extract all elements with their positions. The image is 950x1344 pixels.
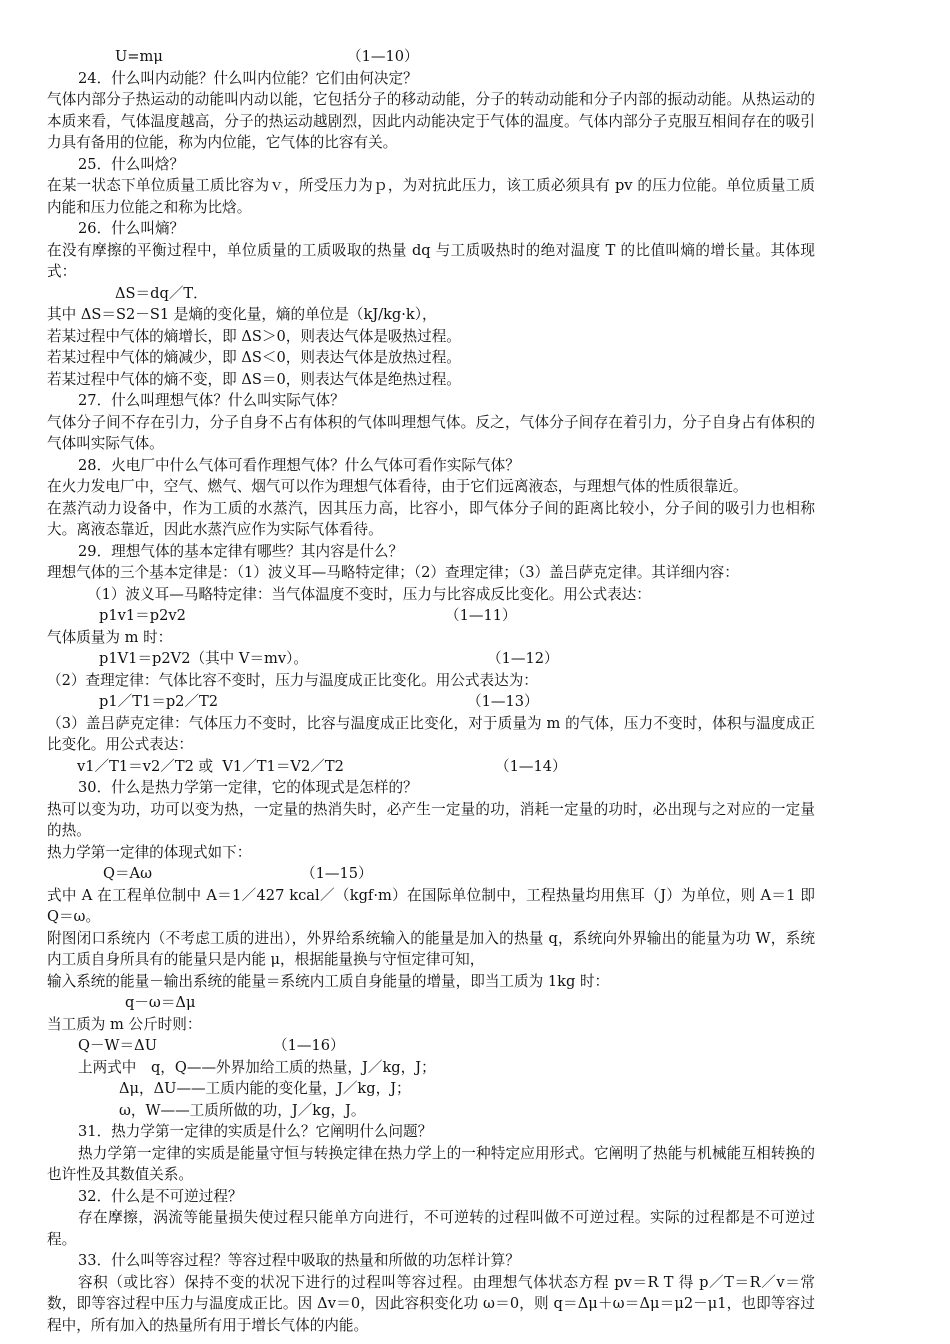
formula: q－ω＝Δμ [125, 994, 196, 1011]
body-paragraph: 输入系统的能量－输出系统的能量＝系统内工质自身能量的增量，即当工质为 1kg 时： [47, 972, 610, 990]
formula-line [47, 691, 815, 713]
body-paragraph: 若某过程中气体的熵不变，即 ΔS＝0，则表达气体是绝热过程。 [47, 370, 461, 388]
formula-line [47, 863, 815, 885]
question-heading: 26．什么叫熵？ [78, 220, 185, 237]
body-paragraph: 理想气体的三个基本定律是：（1）波义耳—马略特定律；（2）查理定律；（3）盖吕萨克定律。其详细内容： [47, 564, 739, 581]
formula-line [47, 756, 815, 778]
formula: Q－W＝ΔU [78, 1037, 157, 1054]
body-paragraph: 气体分子间不存在引力，分子自身不占有体积的气体叫理想气体。反之，气体分子间存在着引力，分子自身占有体积的气体叫实际气体。 [47, 413, 815, 452]
body-paragraph: （3）盖吕萨克定律：气体压力不变时，比容与温度成正比变化，对于质量为 m 的气体，压力不变时，体积与温度成正比变化。用公式表达： [47, 714, 815, 753]
equation-number: （1—16） [273, 1037, 345, 1054]
body-paragraph: （1）波义耳—马略特定律：当气体温度不变时，压力与比容成反比变化。用公式表达： [87, 585, 651, 603]
body-paragraph: 当工质为 m 公斤时则： [47, 1015, 202, 1033]
answer-paragraph: 存在摩擦，涡流等能量损失使过程只能单方向进行，不可逆转的过程叫做不可逆过程。实际的过程都是不可逆过程。 [47, 1209, 815, 1248]
equation-number: （1—11） [445, 607, 517, 624]
question-heading: 28．火电厂中什么气体可看作理想气体？什么气体可看作实际气体？ [78, 456, 520, 474]
body-paragraph: 热力学第一定律的体现式如下： [47, 843, 252, 861]
question-heading: 30．什么是热力学第一定律，它的体现式是怎样的？ [78, 779, 418, 796]
formula-line [47, 992, 815, 1014]
body-paragraph: 气体内部分子热运动的动能叫内动以能，它包括分子的移动动能，分子的转动动能和分子内部的振动动能。从热运动的本质来看，气体温度越高，分子的热运动越剧烈，因此内动能决定于气体的温度。气体内部分子克服互相间存在的吸引力具有备用的位能，称为内位能，它气体的比容有关。 [47, 91, 815, 151]
equation-number: （1—12） [487, 650, 559, 667]
body-paragraph: 气体质量为 m 时： [47, 628, 173, 646]
body-paragraph: 在某一状态下单位质量工质比容为ｖ，所受压力为ｐ，为对抗此压力，该工质必须具有 pv 的压力位能。单位质量工质内能和压力位能之和称为比焓。 [47, 177, 815, 216]
body-paragraph: 若某过程中气体的熵减少，即 ΔS＜0，则表达气体是放热过程。 [47, 349, 461, 366]
body-paragraph: 若某过程中气体的熵增长，即 ΔS＞0，则表达气体是吸热过程。 [47, 327, 461, 345]
formula: p1V1＝p2V2（其中 V＝mv）。 [99, 650, 309, 667]
formula-line [47, 283, 815, 305]
answer-paragraph: 容积（或比容）保持不变的状况下进行的过程叫等容过程。由理想气体状态方程 pv＝R T 得 p／T＝R／v＝常数，即等容过程中压力与温度成正比。因 Δv＝0，因此容积变化功 ω＝0，则 q＝Δμ＋ω＝Δμ＝μ2－μ1，也即等容过程中，所有加入的热量所有用于增长气体的内能。 [47, 1273, 815, 1334]
equation-number: （1—13） [467, 693, 539, 710]
body-paragraph: 热可以变为功，功可以变为热，一定量的热消失时，必产生一定量的功，消耗一定量的功时，必出现与之对应的一定量的热。 [47, 800, 815, 839]
formula: Q＝Aω [103, 865, 152, 882]
formula-line [47, 1035, 815, 1057]
body-paragraph: （2）查理定律：气体比容不变时，压力与温度成正比变化。用公式表达为： [47, 671, 538, 689]
body-paragraph: 附图闭口系统内（不考虑工质的进出），外界给系统输入的能量是加入的热量 q，系统向外界输出的能量为功 W，系统内工质自身所具有的能量只是内能 μ，根据能量换与守恒定律可知， [47, 929, 815, 968]
symbol-definition: ω，W——工质所做的功，J／kg，J。 [119, 1101, 366, 1119]
formula: p1v1＝p2v2 [99, 607, 186, 624]
question-heading: 32．什么是不可逆过程？ [78, 1187, 243, 1205]
formula-line [47, 46, 815, 68]
equation-number: （1—10） [347, 48, 419, 65]
body-paragraph: 其中 ΔS＝S2－S1 是熵的变化量，熵的单位是（kJ/kg·k）， [47, 306, 437, 323]
equation-number: （1—14） [495, 757, 567, 775]
question-heading: 29．理想气体的基本定律有哪些？其内容是什么？ [78, 542, 404, 560]
body-paragraph: 在火力发电厂中，空气、燃气、烟气可以作为理想气体看待，由于它们远离液态，与理想气体的性质很靠近。 [47, 478, 748, 495]
question-heading: 25．什么叫焓？ [78, 155, 185, 173]
formula-line [47, 605, 815, 627]
equation-number: （1—15） [301, 865, 373, 882]
question-heading: 27．什么叫理想气体？什么叫实际气体？ [78, 392, 345, 409]
body-paragraph: 在没有摩擦的平衡过程中，单位质量的工质吸取的热量 dq 与工质吸热时的绝对温度 T 的比值叫熵的增长量。其体现式： [47, 241, 815, 280]
body-paragraph: 在蒸汽动力设备中，作为工质的水蒸汽，因其压力高，比容小，即气体分子间的距离比较小，分子间的吸引力也相称大。离液态靠近，因此水蒸汽应作为实际气体看待。 [47, 499, 815, 538]
question-heading: 上两式中 q，Q——外界加给工质的热量，J／kg，J； [78, 1058, 436, 1076]
formula-line [47, 648, 815, 670]
symbol-definition: Δμ，ΔU——工质内能的变化量，J／kg，J； [119, 1080, 411, 1097]
question-heading: 31．热力学第一定律的实质是什么？它阐明什么问题？ [78, 1123, 433, 1140]
formula: U=mμ [115, 48, 163, 65]
formula: v1／T1＝v2／T2 或 V1／T1＝V2／T2 [77, 757, 344, 775]
question-heading: 24．什么叫内动能？什么叫内位能？它们由何决定？ [78, 69, 418, 87]
answer-paragraph: 热力学第一定律的实质是能量守恒与转换定律在热力学上的一种特定应用形式。它阐明了热能与机械能互相转换的也许性及其数值关系。 [47, 1144, 815, 1183]
formula: ΔS＝dq／T． [115, 284, 208, 302]
question-heading: 33．什么叫等容过程？等容过程中吸取的热量和所做的功怎样计算？ [78, 1252, 520, 1269]
body-paragraph: 式中 A 在工程单位制中 A＝1／427 kcal／（kgf·m）在国际单位制中，工程热量均用焦耳（J）为单位，则 A＝1 即 Q＝ω。 [47, 886, 815, 925]
formula: p1／T1＝p2／T2 [99, 693, 219, 710]
